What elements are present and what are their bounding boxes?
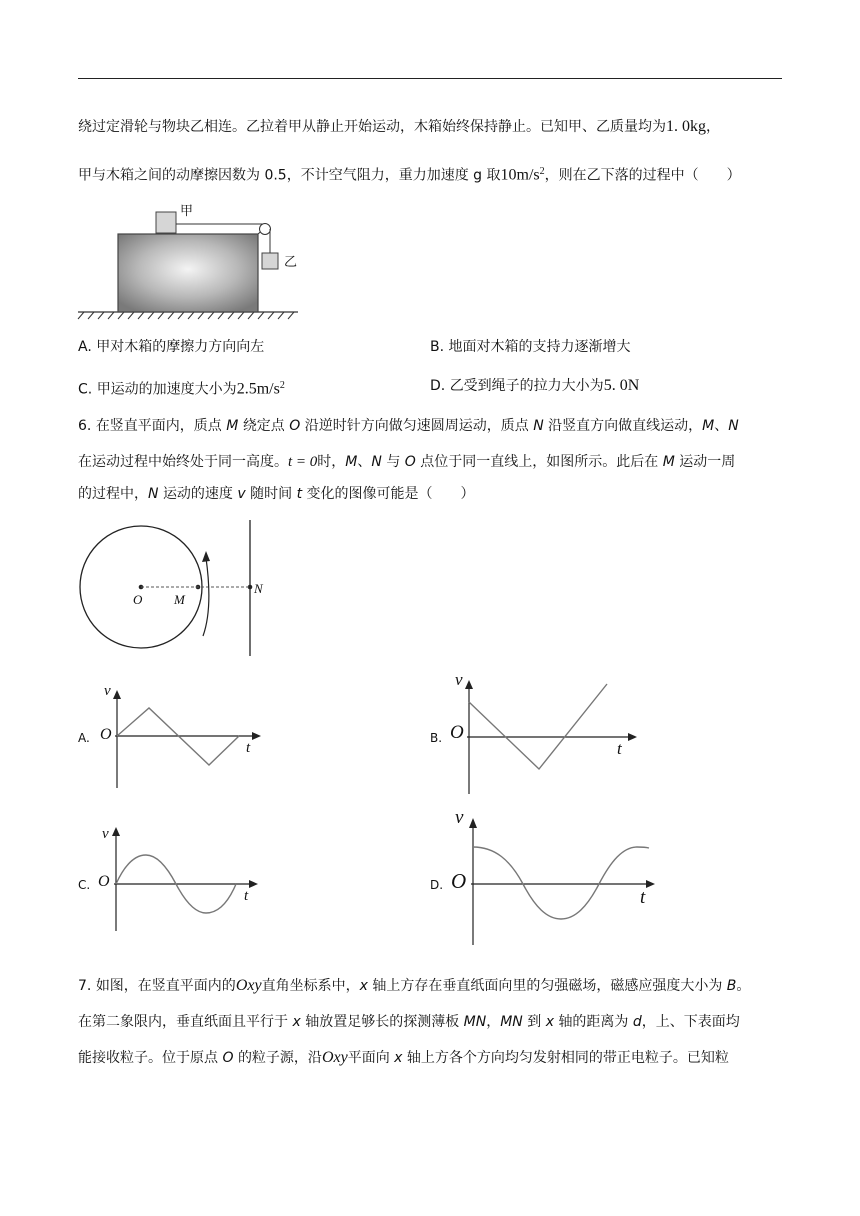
text-segment: 、	[357, 454, 372, 470]
text-segment: 运动的速度	[162, 486, 233, 502]
text-segment: 平面向	[347, 1050, 390, 1066]
ground-hatch	[78, 312, 294, 319]
text-segment: 到	[527, 1014, 542, 1030]
symbol-o: O	[222, 1050, 234, 1066]
text-segment: 沿逆时针方向做匀速圆周运动，质点	[304, 418, 529, 434]
text-segment: 、	[714, 418, 729, 434]
text-segment: 轴上方各个方向均匀发射相同的带正电粒子。已知粒	[406, 1050, 729, 1066]
symbol-m: M	[226, 418, 239, 434]
graph-a-t-label: t	[246, 740, 251, 756]
v-axis-arrowhead-icon	[112, 827, 120, 836]
text-segment: 轴的距离为	[558, 1014, 629, 1030]
text-segment: 在竖直平面内，质点	[95, 418, 222, 434]
graph-c-o-label: O	[98, 873, 110, 890]
t-axis-arrowhead-icon	[249, 880, 258, 888]
graph-b-v-label: v	[455, 670, 463, 689]
g-value: 10m/s	[500, 166, 540, 184]
symbol-n: N	[371, 454, 382, 470]
block-jia	[156, 212, 176, 233]
symbol-o: O	[289, 418, 301, 434]
graph-a	[115, 690, 265, 790]
option-letter: C.	[78, 381, 93, 398]
text-segment: ，则在乙下落的过程中（ ）	[544, 167, 741, 184]
q7-line-3	[78, 1047, 729, 1069]
symbol-m: M	[662, 454, 675, 470]
graph-a-letter[interactable]: A.	[78, 731, 90, 745]
option-letter: D.	[430, 378, 446, 394]
text-segment: 随时间	[250, 486, 293, 502]
graph-c-t-label: t	[244, 888, 249, 904]
option-value: 2.5m/s	[236, 380, 280, 398]
t-axis-arrowhead-icon	[628, 733, 637, 741]
q7-line-2	[78, 1011, 740, 1033]
text-segment: 沿竖直方向做直线运动，	[548, 418, 703, 434]
label-o: O	[133, 592, 143, 607]
graph-b	[465, 678, 645, 796]
t-axis-arrowhead-icon	[646, 880, 655, 888]
symbol-n: N	[728, 418, 739, 434]
q5-line-1	[78, 116, 720, 138]
graph-d-letter[interactable]: D.	[430, 878, 444, 892]
symbol-x: x	[359, 978, 368, 994]
q5-option-b[interactable]	[430, 336, 631, 358]
text-segment: 轴放置足够长的探测薄板	[305, 1014, 460, 1030]
option-value: 5. 0N	[603, 377, 640, 394]
symbol-mn: MN	[500, 1014, 523, 1030]
time-equation: t = 0	[288, 454, 318, 470]
wooden-box	[118, 234, 258, 312]
text-segment: 与	[386, 454, 401, 470]
pulley	[260, 224, 271, 235]
option-text: 甲运动的加速度大小为	[96, 381, 237, 398]
text-segment: 的粒子源，沿	[237, 1050, 322, 1066]
option-text: 甲对木箱的摩擦力方向向左	[96, 339, 265, 355]
q5-option-d[interactable]	[430, 375, 639, 397]
graph-b-o-label: O	[450, 722, 464, 743]
q6-line-1	[78, 415, 739, 437]
oxy-symbol: Oxy	[235, 977, 262, 994]
text-segment: 运动一周	[679, 454, 736, 470]
option-text: 乙受到绳子的拉力大小为	[449, 378, 604, 394]
graph-c	[112, 825, 262, 933]
question-number: 6.	[78, 418, 92, 434]
option-letter: A.	[78, 339, 92, 355]
symbol-m: M	[345, 454, 358, 470]
symbol-n: N	[148, 486, 159, 502]
text-segment: 直角坐标系中，	[261, 978, 360, 994]
velocity-curve	[473, 847, 649, 919]
q5-line-2	[78, 161, 741, 187]
graph-d-v-label: v	[455, 807, 464, 828]
graph-c-v-label: v	[102, 826, 109, 842]
v-axis-arrowhead-icon	[113, 690, 121, 699]
q5-option-a[interactable]	[78, 336, 264, 358]
symbol-d: d	[632, 1014, 642, 1030]
label-jia: 甲	[180, 204, 194, 219]
q6-circle-figure	[78, 518, 278, 658]
option-exponent: 2	[279, 380, 285, 391]
text-segment: 变化的图像可能是（ ）	[306, 486, 475, 502]
symbol-t: t	[296, 486, 303, 502]
text-segment: 绕定点	[242, 418, 285, 434]
symbol-b: B	[726, 978, 737, 994]
graph-c-letter[interactable]: C.	[78, 878, 91, 892]
symbol-m: M	[702, 418, 715, 434]
option-text: 地面对木箱的支持力逐渐增大	[448, 339, 631, 355]
q5-option-c[interactable]	[78, 375, 285, 401]
text-segment: 。	[736, 978, 751, 994]
question-number: 7.	[78, 978, 92, 994]
label-yi: 乙	[284, 255, 298, 270]
graph-d	[465, 815, 665, 947]
text-segment: 甲与木箱之间的动摩擦因数为 0.5，不计空气阻力，重力加速度 g 取	[78, 167, 501, 184]
block-yi	[262, 253, 278, 269]
text-segment: ，	[486, 1014, 501, 1030]
graph-a-o-label: O	[100, 726, 112, 743]
text-segment: ，上、下表面均	[641, 1014, 740, 1030]
text-segment: 轴上方存在垂直纸面向里的匀强磁场，磁感应强度大小为	[372, 978, 723, 994]
graph-a-v-label: v	[104, 683, 111, 699]
graph-b-letter[interactable]: B.	[430, 731, 443, 745]
v-axis-arrowhead-icon	[469, 818, 477, 828]
q6-line-2	[78, 451, 735, 473]
symbol-x: x	[292, 1014, 301, 1030]
text-segment: 如图，在竖直平面内的	[95, 978, 236, 994]
graph-d-t-label: t	[640, 887, 646, 908]
label-m: M	[174, 592, 185, 607]
text-segment: 点位于同一直线上，如图所示。此后在	[420, 454, 659, 470]
mass-value: 1. 0kg	[666, 118, 706, 135]
symbol-n: N	[533, 418, 544, 434]
symbol-v: v	[237, 486, 246, 502]
graph-d-o-label: O	[451, 869, 467, 893]
symbol-x: x	[394, 1050, 403, 1066]
text-segment: ，	[706, 119, 720, 135]
graph-b-t-label: t	[617, 739, 622, 758]
header-rule	[78, 78, 782, 79]
rotation-arrow	[203, 558, 209, 636]
arrowhead-icon	[202, 551, 210, 562]
g-exponent: 2	[539, 166, 545, 177]
option-letter: B.	[430, 339, 445, 355]
text-segment: 绕过定滑轮与物块乙相连。乙拉着甲从静止开始运动，木箱始终保持静止。已知甲、乙质量均为	[78, 119, 666, 135]
symbol-o: O	[404, 454, 416, 470]
text-segment: 在第二象限内，垂直纸面且平行于	[78, 1014, 288, 1030]
text-segment: 能接收粒子。位于原点	[78, 1050, 218, 1066]
text-segment: 在运动过程中始终处于同一高度。	[78, 454, 288, 470]
oxy-symbol: Oxy	[321, 1049, 348, 1066]
velocity-curve	[469, 684, 607, 769]
text-segment: 的过程中，	[78, 486, 148, 502]
t-axis-arrowhead-icon	[252, 732, 261, 740]
symbol-x: x	[545, 1014, 554, 1030]
symbol-mn: MN	[463, 1014, 487, 1030]
text-segment: 时，	[317, 454, 346, 470]
q6-line-3	[78, 483, 475, 505]
label-n: N	[254, 581, 263, 596]
v-axis-arrowhead-icon	[465, 680, 473, 689]
q7-line-1	[78, 975, 750, 997]
